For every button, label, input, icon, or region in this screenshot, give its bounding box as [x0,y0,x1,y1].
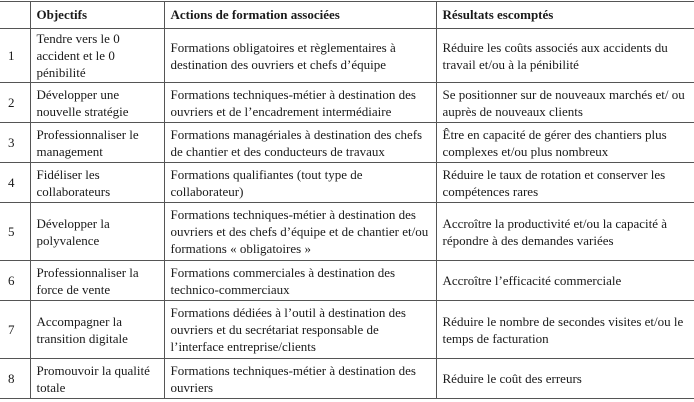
action-cell: Formations commerciales à destination des technico-commerciaux [164,261,436,301]
action-cell: Formations techniques-métier à destination des ouvriers [164,359,436,399]
header-objectifs: Objectifs [30,2,164,29]
table-row [0,359,694,399]
action-cell: Formations techniques-métier à destination des ouvriers et des chefs d’équipe et de chantier et/ou formations « obligatoires » [164,203,436,261]
objectif-cell: Développer la polyvalence [30,203,164,261]
table-header [0,2,694,29]
action-cell: Formations dédiées à l’outil à destination des ouvriers et du secrétariat responsable de l’interface entreprise/clients [164,301,436,359]
table-body [0,29,694,399]
objectif-cell: Professionnaliser la force de vente [30,261,164,301]
objectif-cell: Professionnaliser le management [30,123,164,163]
table-row [0,301,694,359]
table-row [0,163,694,203]
header-number [0,2,30,29]
objectif-cell: Accompagner la transition digitale [30,301,164,359]
action-cell: Formations techniques-métier à destination des ouvriers et de l’encadrement intermédiaire [164,83,436,123]
resultat-cell: Réduire le nombre de secondes visites et/ou le temps de facturation [436,301,694,359]
action-cell: Formations managériales à destination des chefs de chantier et des conducteurs de travaux [164,123,436,163]
action-cell: Formations obligatoires et règlementaires à destination des ouvriers et chefs d’équipe [164,29,436,83]
row-number: 2 [0,83,30,123]
table-row [0,261,694,301]
row-number: 8 [0,359,30,399]
row-number: 4 [0,163,30,203]
objectif-cell: Développer une nouvelle stratégie [30,83,164,123]
row-number: 7 [0,301,30,359]
header-actions: Actions de formation associées [164,2,436,29]
resultat-cell: Être en capacité de gérer des chantiers plus complexes et/ou plus nombreux [436,123,694,163]
row-number: 3 [0,123,30,163]
resultat-cell: Réduire les coûts associés aux accidents du travail et/ou à la pénibilité [436,29,694,83]
row-number: 5 [0,203,30,261]
table-row [0,203,694,261]
objectif-cell: Promouvoir la qualité totale [30,359,164,399]
resultat-cell: Accroître la productivité et/ou la capacité à répondre à des demandes variées [436,203,694,261]
objectives-table [0,1,694,399]
resultat-cell: Se positionner sur de nouveaux marchés et/ ou auprès de nouveaux clients [436,83,694,123]
table-row [0,123,694,163]
row-number: 1 [0,29,30,83]
table-row [0,83,694,123]
objectif-cell: Fidéliser les collaborateurs [30,163,164,203]
header-resultats: Résultats escomptés [436,2,694,29]
row-number: 6 [0,261,30,301]
action-cell: Formations qualifiantes (tout type de collaborateur) [164,163,436,203]
resultat-cell: Réduire le coût des erreurs [436,359,694,399]
header-row [0,2,694,29]
resultat-cell: Réduire le taux de rotation et conserver les compétences rares [436,163,694,203]
resultat-cell: Accroître l’efficacité commerciale [436,261,694,301]
table-row [0,29,694,83]
objectif-cell: Tendre vers le 0 accident et le 0 pénibilité [30,29,164,83]
